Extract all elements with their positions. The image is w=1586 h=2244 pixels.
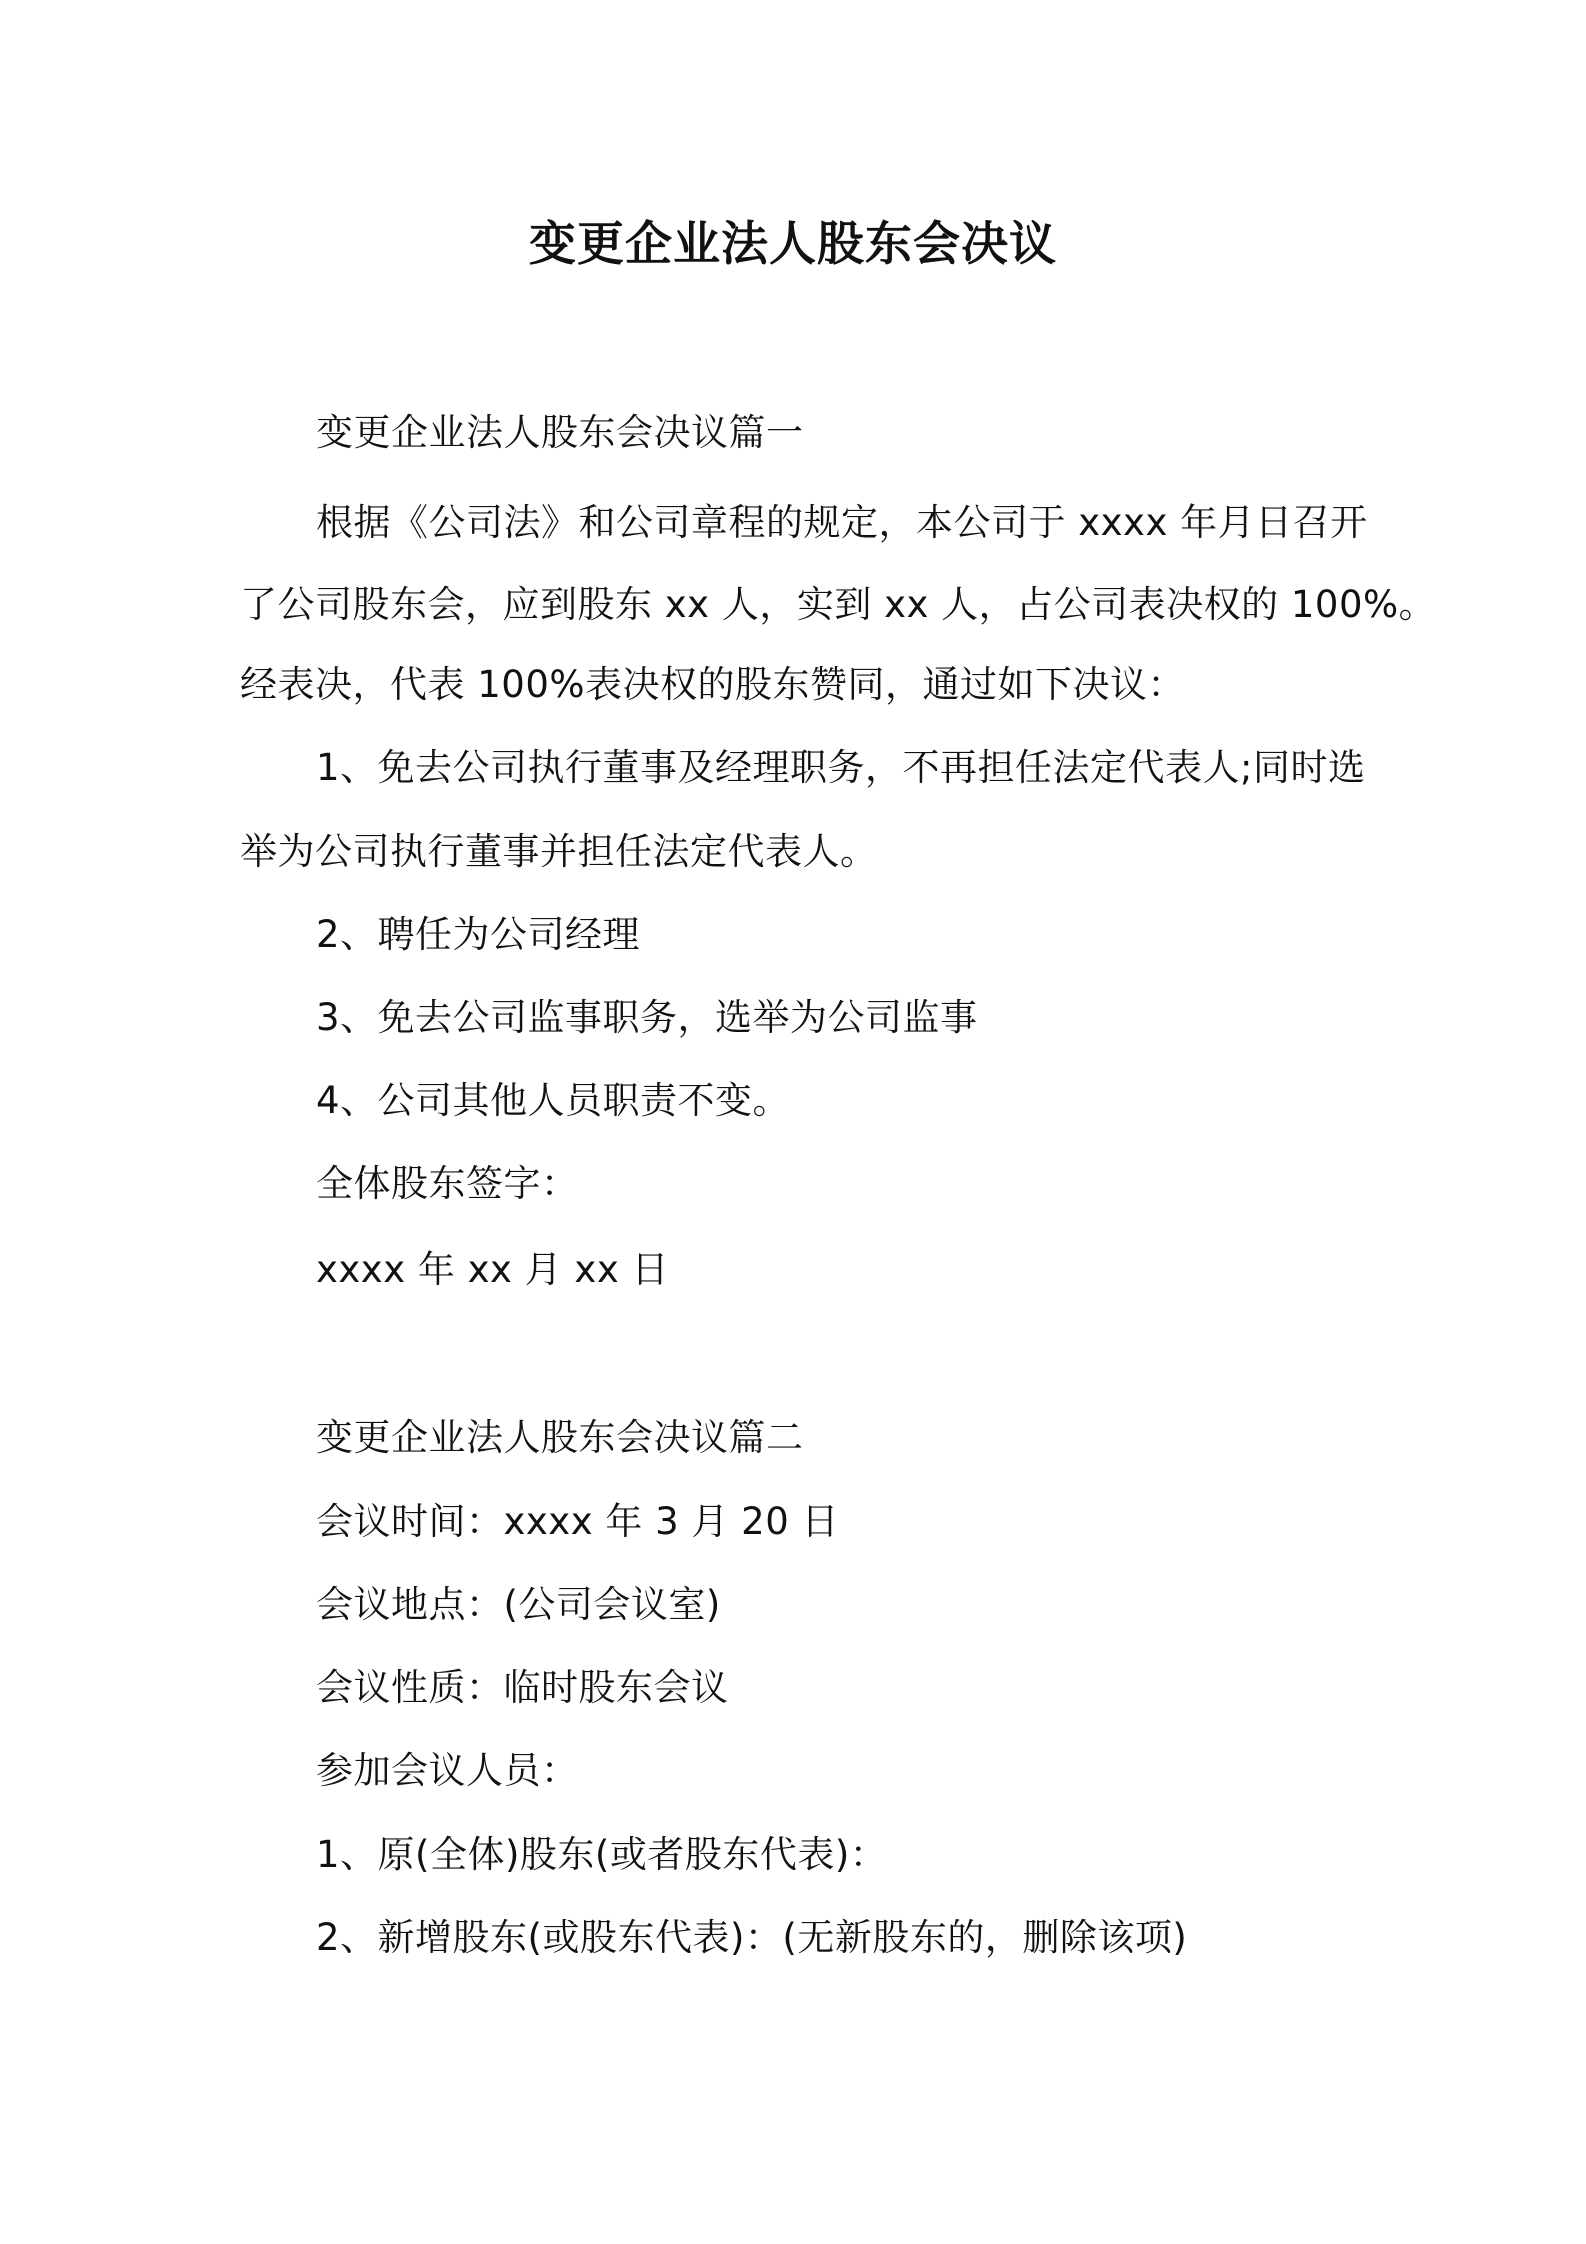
paragraph-line: 了公司股东会，应到股东 xx 人，实到 xx 人，占公司表决权的 100%。	[240, 583, 1437, 626]
date-line: xxxx 年 xx 月 xx 日	[316, 1248, 669, 1291]
meeting-place: 会议地点：(公司会议室)	[316, 1583, 721, 1626]
resolution-item-continuation: 举为公司执行董事并担任法定代表人。	[240, 830, 878, 873]
signature-label: 全体股东签字：	[316, 1162, 579, 1205]
paragraph-line: 经表决，代表 100%表决权的股东赞同，通过如下决议：	[240, 663, 1186, 706]
resolution-item: 4、公司其他人员职责不变。	[316, 1079, 791, 1122]
section-one-heading: 变更企业法人股东会决议篇一	[316, 411, 804, 454]
document-title: 变更企业法人股东会决议	[529, 217, 1057, 272]
attendees-label: 参加会议人员：	[316, 1749, 579, 1792]
resolution-item: 1、免去公司执行董事及经理职务，不再担任法定代表人;同时选	[316, 746, 1366, 789]
paragraph-line: 根据《公司法》和公司章程的规定，本公司于 xxxx 年月日召开	[316, 501, 1368, 544]
resolution-item: 2、聘任为公司经理	[316, 913, 641, 956]
meeting-time: 会议时间：xxxx 年 3 月 20 日	[316, 1500, 840, 1543]
attendee-item: 1、原(全体)股东(或者股东代表)：	[316, 1833, 888, 1876]
meeting-nature: 会议性质：临时股东会议	[316, 1666, 729, 1709]
attendee-item: 2、新增股东(或股东代表)：(无新股东的，删除该项)	[316, 1916, 1188, 1959]
section-two-heading: 变更企业法人股东会决议篇二	[316, 1416, 804, 1459]
resolution-item: 3、免去公司监事职务，选举为公司监事	[316, 996, 978, 1039]
